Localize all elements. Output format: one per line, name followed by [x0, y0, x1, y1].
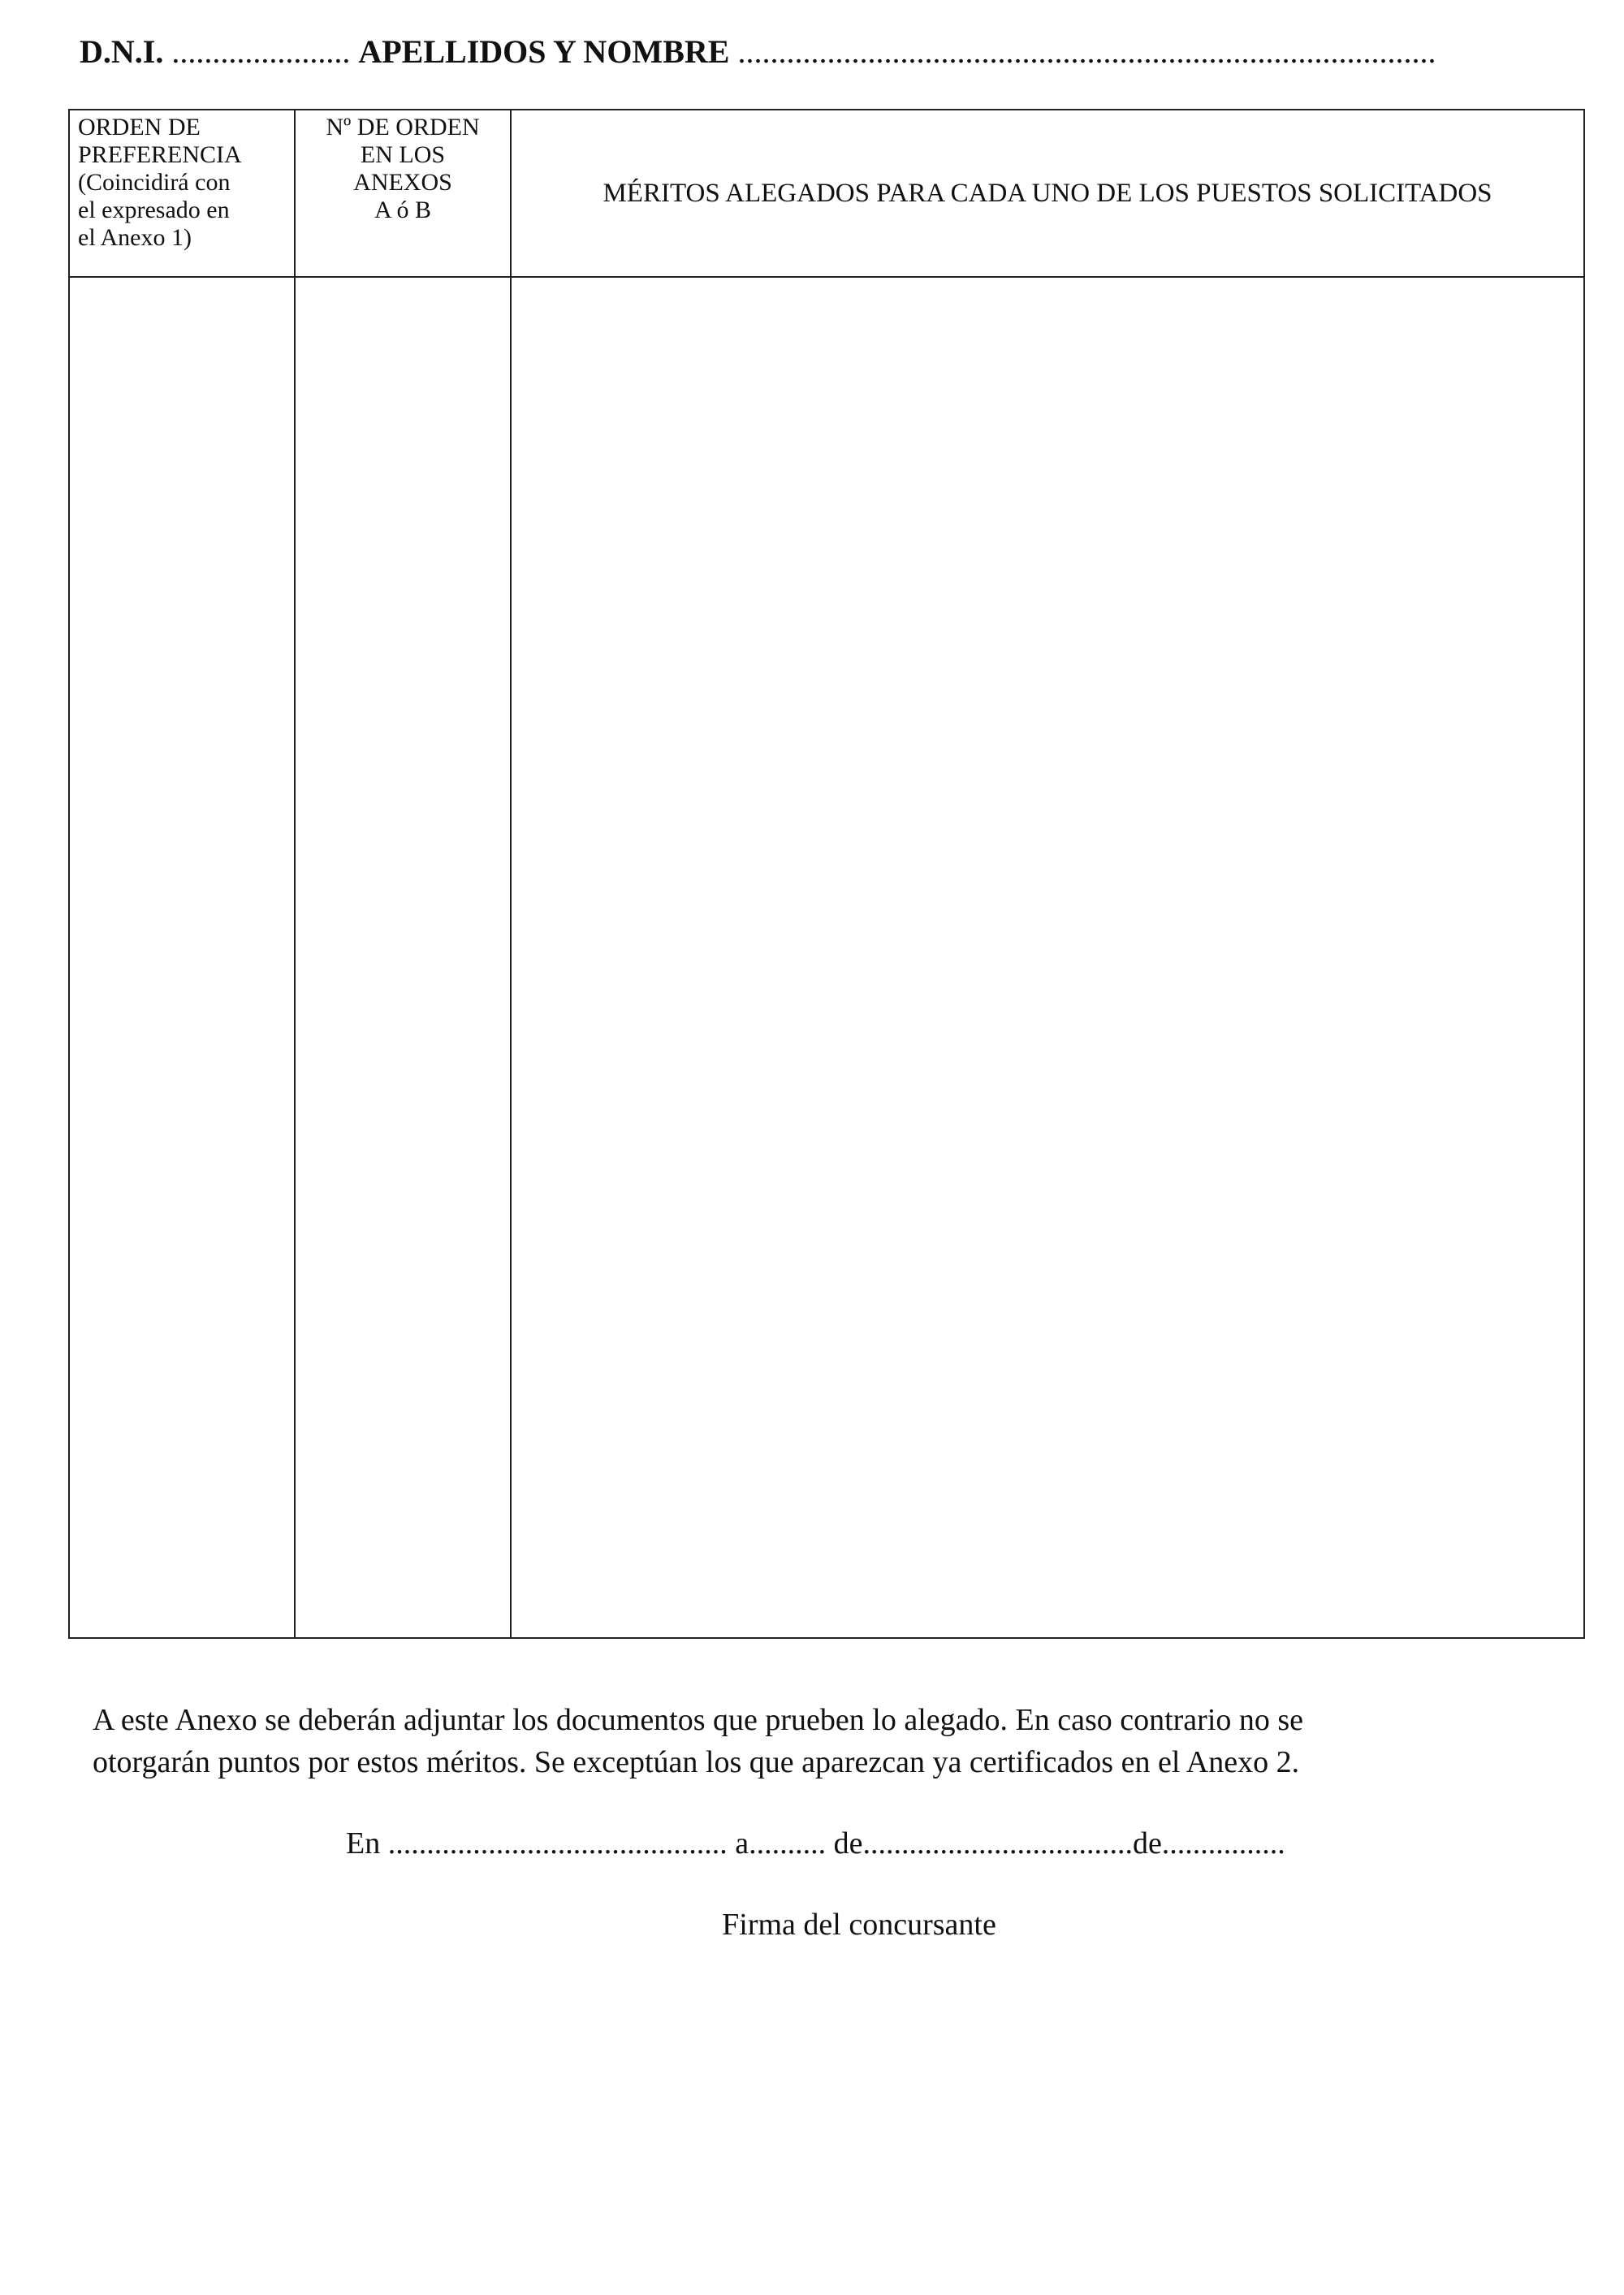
header-line: Nº DE ORDEN — [326, 114, 480, 140]
header-preference-order — [69, 110, 295, 277]
header-line: el Anexo 1) — [78, 224, 192, 251]
name-field[interactable]: ...................................................................................... — [737, 33, 1436, 70]
table-body-row — [69, 277, 1584, 1638]
table-header-row — [69, 110, 1584, 277]
merits-cell[interactable] — [511, 277, 1584, 1638]
header-line: A ó B — [374, 197, 432, 223]
preference-order-cell[interactable] — [69, 277, 295, 1638]
name-label: APELLIDOS Y NOMBRE — [358, 33, 730, 70]
header-line: ANEXOS — [353, 169, 452, 196]
place-date-field[interactable]: En ............................................ a.......... de...................................de................ — [346, 1826, 1285, 1861]
signature-label: Firma del concursante — [722, 1908, 996, 1942]
signature-block — [0, 1905, 1624, 1944]
header-line — [80, 32, 1541, 71]
header-line: el expresado en — [78, 197, 230, 223]
dni-label: D.N.I. — [80, 33, 164, 70]
merits-table — [68, 109, 1585, 1639]
header-line: EN LOS — [360, 141, 446, 168]
note-line: A este Anexo se deberán adjuntar los documentos que prueben lo alegado. En caso contrario no se — [93, 1703, 1304, 1737]
header-line: PREFERENCIA — [78, 141, 242, 168]
annex-order-number-cell[interactable] — [295, 277, 511, 1638]
note-line: otorgarán puntos por estos méritos. Se exceptúan los que aparezcan ya certificados en el Anexo 2. — [93, 1745, 1300, 1779]
header-annex-order-number — [295, 110, 511, 277]
annex-note — [93, 1699, 1554, 1783]
header-line: (Coincidirá con — [78, 169, 231, 196]
header-merits: MÉRITOS ALEGADOS PARA CADA UNO DE LOS PUESTOS SOLICITADOS — [511, 110, 1584, 277]
dni-field[interactable]: ...................... — [171, 33, 351, 70]
header-line: ORDEN DE — [78, 114, 201, 140]
